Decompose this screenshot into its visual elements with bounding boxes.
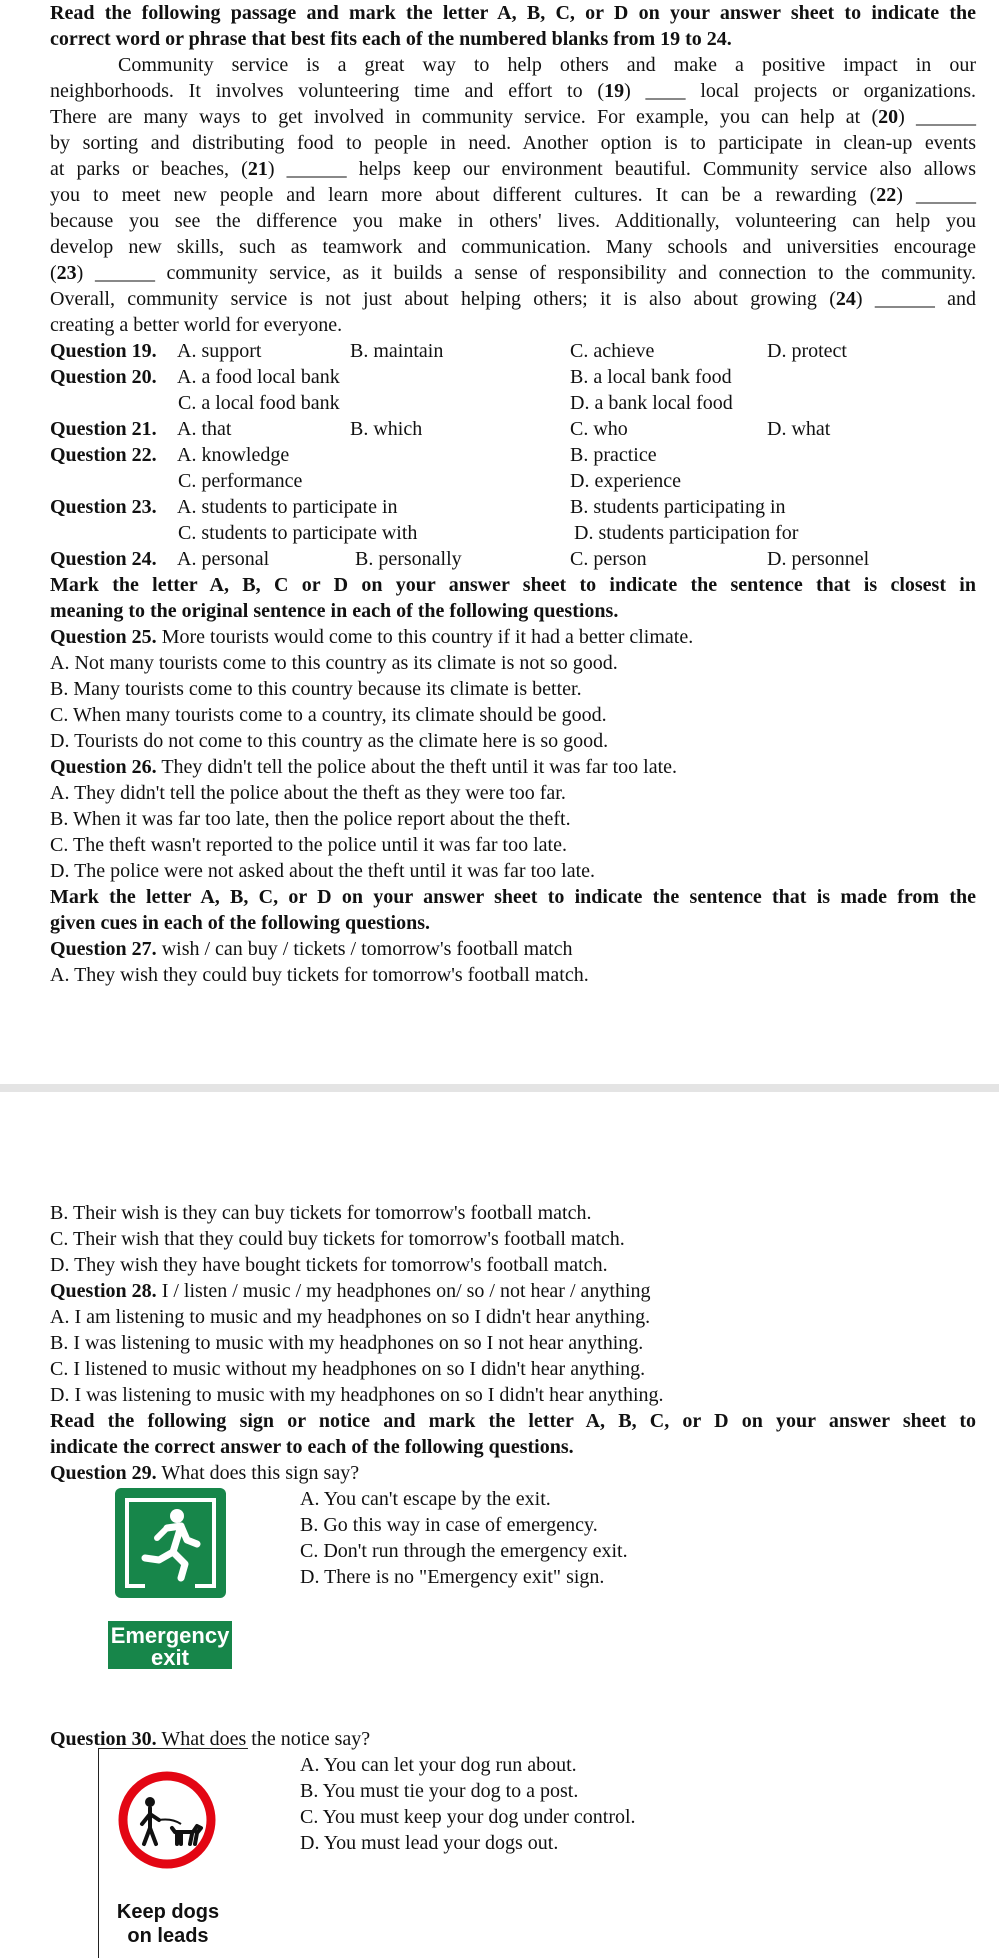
option-c: C. I listened to music without my headphones on so I didn't hear anything. xyxy=(50,1358,646,1380)
option-d: D. a bank local food xyxy=(570,392,733,414)
option-c: C. students to participate with xyxy=(178,522,418,544)
emergency-exit-sign xyxy=(115,1488,226,1598)
instruction-4-line-1: Read the following sign or notice and mark the letter A, B, C, or D on your answer sheet to xyxy=(50,1410,976,1432)
option-c: C. achieve xyxy=(570,340,655,362)
option-a: A. You can't escape by the exit. xyxy=(300,1488,551,1510)
option-d: D. You must lead your dogs out. xyxy=(300,1832,559,1854)
question-label: Question 23. xyxy=(50,496,157,518)
passage-line: at parks or beaches, (21) ______ helps keep our environment beautiful. Community service also allows xyxy=(50,158,976,180)
instruction-1-line-2: correct word or phrase that best fits each of the numbered blanks from 19 to 24. xyxy=(50,28,732,50)
passage xyxy=(50,52,976,338)
passage-line: Overall, community service is not just about helping others; it is also about growing (24) ______ and xyxy=(50,288,976,310)
question-stem: They didn't tell the police about the theft until it was far too late. xyxy=(161,756,678,778)
running-man-exit-icon xyxy=(115,1488,226,1598)
option-a: A. They wish they could buy tickets for tomorrow's football match. xyxy=(50,964,589,986)
option-a: A. Not many tourists come to this country as its climate is not so good. xyxy=(50,652,618,674)
question-label: Question 28. xyxy=(50,1280,157,1302)
option-c: C. performance xyxy=(178,470,303,492)
option-b: B. a local bank food xyxy=(570,366,732,388)
question-25 xyxy=(50,624,976,650)
passage-line: develop new skills, such as teamwork and communication. Many schools and universities encourage xyxy=(50,236,976,258)
question-stem: wish / can buy / tickets / tomorrow's football match xyxy=(161,938,573,960)
option-c: C. Don't run through the emergency exit. xyxy=(300,1540,628,1562)
instruction-3-line-1: Mark the letter A, B, C, or D on your answer sheet to indicate the sentence that is made from the xyxy=(50,886,976,908)
option-d: D. They wish they have bought tickets for tomorrow's football match. xyxy=(50,1254,608,1276)
keep-dogs-on-leads-sign xyxy=(117,1770,217,1870)
option-c: C. who xyxy=(570,418,628,440)
question-label: Question 26. xyxy=(50,756,157,778)
option-b: B. personally xyxy=(355,548,462,570)
question-26 xyxy=(50,754,976,780)
option-d: D. students participation for xyxy=(574,522,799,544)
option-a: A. They didn't tell the police about the theft as they were too far. xyxy=(50,782,566,804)
option-d: D. The police were not asked about the theft until it was far too late. xyxy=(50,860,596,882)
passage-line: (23) ______ community service, as it builds a sense of responsibility and connection to the community. xyxy=(50,262,976,284)
question-22 xyxy=(50,442,976,468)
question-30-body xyxy=(50,1752,976,1952)
option-a: A. personal xyxy=(177,548,270,570)
question-29-body xyxy=(50,1486,976,1726)
blank-number-20: 20 xyxy=(878,106,899,128)
question-28 xyxy=(50,1278,976,1304)
option-a: A. support xyxy=(177,340,262,362)
question-label: Question 29. xyxy=(50,1462,157,1484)
option-b: B. When it was far too late, then the police report about the theft. xyxy=(50,808,571,830)
question-29 xyxy=(50,1460,976,1486)
option-b: B. I was listening to music with my headphones on so I not hear anything. xyxy=(50,1332,644,1354)
option-b: B. which xyxy=(350,418,423,440)
option-a: A. that xyxy=(177,418,232,440)
keep-dogs-label: Keep dogs on leads xyxy=(116,1901,220,1947)
option-b: B. You must tie your dog to a post. xyxy=(300,1780,579,1802)
question-stem: What does this sign say? xyxy=(161,1462,360,1484)
option-c: C. You must keep your dog under control. xyxy=(300,1806,636,1828)
question-label: Question 21. xyxy=(50,418,157,440)
option-b: B. students participating in xyxy=(570,496,786,518)
question-21 xyxy=(50,416,976,442)
blank-number-21: 21 xyxy=(247,158,268,180)
passage-line: creating a better world for everyone. xyxy=(50,314,343,336)
blank-number-23: 23 xyxy=(56,262,77,284)
question-23-row-2 xyxy=(50,520,976,546)
instruction-2-line-1: Mark the letter A, B, C or D on your answer sheet to indicate the sentence that is closest in xyxy=(50,574,976,596)
question-stem: I / listen / music / my headphones on/ so / not hear / anything xyxy=(161,1280,651,1302)
passage-line: by sorting and distributing food to people in need. Another option is to participate in clean-up events xyxy=(50,132,976,154)
dog-on-lead-icon xyxy=(117,1770,217,1870)
option-b: B. practice xyxy=(570,444,657,466)
option-c: C. When many tourists come to a country, its climate should be good. xyxy=(50,704,607,726)
question-20-row-2 xyxy=(50,390,976,416)
blank-number-19: 19 xyxy=(604,80,625,102)
emergency-exit-label: Emergency exit xyxy=(108,1621,232,1669)
question-24 xyxy=(50,546,976,572)
option-b: B. maintain xyxy=(350,340,444,362)
page-2-content xyxy=(50,1200,976,1952)
instruction-1-line-1: Read the following passage and mark the letter A, B, C, or D on your answer sheet to indicate the xyxy=(50,2,976,24)
option-d: D. what xyxy=(767,418,831,440)
option-b: B. Their wish is they can buy tickets for tomorrow's football match. xyxy=(50,1202,592,1224)
question-22-row-2 xyxy=(50,468,976,494)
option-d: D. I was listening to music with my headphones on so I didn't hear anything. xyxy=(50,1384,664,1406)
question-stem: What does the notice say? xyxy=(161,1728,371,1750)
passage-line: you to meet new people and learn more about different cultures. It can be a rewarding (22) ______ xyxy=(50,184,976,206)
passage-line: There are many ways to get involved in community service. For example, you can help at (20) ______ xyxy=(50,106,976,128)
page-1-content xyxy=(50,0,976,988)
option-a: A. a food local bank xyxy=(177,366,340,388)
instruction-4-line-2: indicate the correct answer to each of the following questions. xyxy=(50,1436,574,1458)
question-label: Question 22. xyxy=(50,444,157,466)
question-label: Question 24. xyxy=(50,548,157,570)
option-d: D. There is no "Emergency exit" sign. xyxy=(300,1566,605,1588)
passage-line: neighborhoods. It involves volunteering time and effort to (19) ____ local projects or organizations. xyxy=(50,80,976,102)
instruction-3-line-2: given cues in each of the following questions. xyxy=(50,912,431,934)
option-b: B. Go this way in case of emergency. xyxy=(300,1514,598,1536)
option-c: C. a local food bank xyxy=(178,392,340,414)
passage-line: Community service is a great way to help others and make a positive impact in our xyxy=(118,54,976,76)
question-label: Question 25. xyxy=(50,626,157,648)
option-a: A. You can let your dog run about. xyxy=(300,1754,577,1776)
question-19 xyxy=(50,338,976,364)
question-label: Question 19. xyxy=(50,340,157,362)
option-d: D. personnel xyxy=(767,548,870,570)
option-c: C. person xyxy=(570,548,647,570)
option-d: D. Tourists do not come to this country as the climate here is so good. xyxy=(50,730,609,752)
option-a: A. students to participate in xyxy=(177,496,398,518)
blank-number-22: 22 xyxy=(876,184,897,206)
option-c: C. Their wish that they could buy tickets for tomorrow's football match. xyxy=(50,1228,625,1250)
page-separator xyxy=(0,1084,999,1092)
page-2 xyxy=(0,1092,999,1947)
question-label: Question 27. xyxy=(50,938,157,960)
instruction-2-line-2: meaning to the original sentence in each of the following questions. xyxy=(50,600,619,622)
option-d: D. protect xyxy=(767,340,847,362)
passage-line: because you see the difference you make in others' lives. Additionally, volunteering can help you xyxy=(50,210,976,232)
question-20 xyxy=(50,364,976,390)
question-23 xyxy=(50,494,976,520)
option-b: B. Many tourists come to this country because its climate is better. xyxy=(50,678,582,700)
blank-number-24: 24 xyxy=(835,288,856,310)
option-a: A. knowledge xyxy=(177,444,290,466)
question-stem: More tourists would come to this country if it had a better climate. xyxy=(161,626,694,648)
question-label: Question 30. xyxy=(50,1728,157,1750)
option-c: C. The theft wasn't reported to the police until it was far too late. xyxy=(50,834,567,856)
question-27 xyxy=(50,936,976,962)
option-a: A. I am listening to music and my headphones on so I didn't hear anything. xyxy=(50,1306,651,1328)
question-label: Question 20. xyxy=(50,366,157,388)
option-d: D. experience xyxy=(570,470,682,492)
